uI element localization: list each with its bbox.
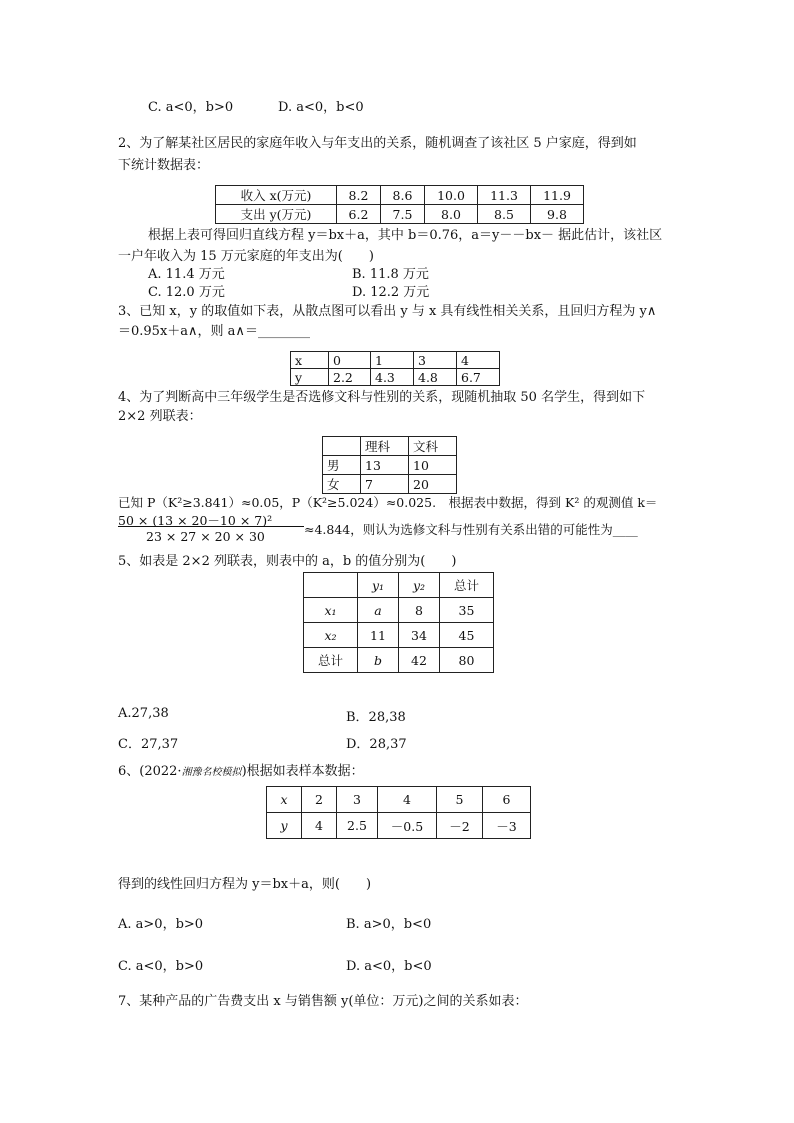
q6-table bbox=[266, 786, 531, 839]
table-cell: －0.5 bbox=[378, 813, 437, 839]
q3-stem-line2: ＝0.95x＋a∧，则 a∧＝________ bbox=[118, 324, 310, 339]
q2-option-d: D. 12.2 万元 bbox=[352, 285, 430, 300]
q2-option-a: A. 11.4 万元 bbox=[148, 267, 225, 282]
q6-option-b: B. a>0，b<0 bbox=[346, 917, 432, 932]
table-row bbox=[323, 475, 457, 494]
table-row bbox=[323, 437, 457, 456]
table-cell: 20 bbox=[409, 475, 457, 494]
table-cell: 理科 bbox=[361, 437, 409, 456]
table-cell: 8.2 bbox=[337, 186, 381, 205]
q2-stem-line2: 下统计数据表： bbox=[118, 158, 210, 173]
table-cell: 8.5 bbox=[478, 205, 531, 224]
table-row bbox=[267, 787, 531, 813]
q4-stem-line3: 已知 P（K²≥3.841）≈0.05，P（K²≥5.024）≈0.025. 根据表中数据，得到 K² 的观测值 k＝ bbox=[118, 495, 658, 510]
table-cell: y bbox=[291, 369, 329, 386]
table-cell bbox=[304, 573, 358, 598]
table-cell: 6 bbox=[483, 787, 531, 813]
table-cell: y bbox=[267, 813, 302, 839]
table-cell: 1 bbox=[371, 352, 414, 369]
table-cell: x₂ bbox=[304, 623, 358, 648]
table-cell: 5 bbox=[437, 787, 483, 813]
table-cell: 8.6 bbox=[381, 186, 425, 205]
q3-table bbox=[290, 351, 500, 386]
table-cell: 2 bbox=[302, 787, 337, 813]
table-cell: y₂ bbox=[399, 573, 440, 598]
q2-stem-line4: 一户年收入为 15 万元家庭的年支出为( ) bbox=[118, 249, 374, 264]
q6-option-d: D. a<0，b<0 bbox=[346, 959, 432, 974]
q2-stem-line3: 根据上表可得回归直线方程 y＝bx＋a，其中 b＝0.76，a＝y－－bx－ 据此估计，该社区 bbox=[148, 228, 663, 243]
table-cell: 80 bbox=[440, 648, 494, 673]
table-row bbox=[323, 456, 457, 475]
table-cell: 收入 x(万元) bbox=[216, 186, 337, 205]
table-cell: 2.2 bbox=[329, 369, 371, 386]
table-cell: 13 bbox=[361, 456, 409, 475]
table-cell: 9.8 bbox=[531, 205, 584, 224]
q2-option-c: C. 12.0 万元 bbox=[148, 285, 225, 300]
q6-stem bbox=[118, 760, 364, 779]
q4-fraction-numerator: 50 × (13 × 20－10 × 7)² bbox=[118, 513, 273, 528]
q7-stem: 7、某种产品的广告费支出 x 与销售额 y(单位：万元)之间的关系如表： bbox=[118, 994, 528, 1009]
table-cell: 6.7 bbox=[457, 369, 500, 386]
q6-source: 湘豫名校模拟 bbox=[181, 767, 242, 778]
table-cell: 7.5 bbox=[381, 205, 425, 224]
table-cell: 42 bbox=[399, 648, 440, 673]
table-cell: 4 bbox=[457, 352, 500, 369]
table-row bbox=[304, 598, 494, 623]
table-cell: 6.2 bbox=[337, 205, 381, 224]
table-cell: 11.3 bbox=[478, 186, 531, 205]
q5-option-b: B．28,38 bbox=[346, 710, 406, 725]
table-cell: 男 bbox=[323, 456, 361, 475]
table-cell: 7 bbox=[361, 475, 409, 494]
q6-option-a: A. a>0，b>0 bbox=[118, 917, 204, 932]
q2-stem-line1: 2、为了解某社区居民的家庭年收入与年支出的关系，随机调查了该社区 5 户家庭，得到如 bbox=[118, 136, 637, 151]
table-cell: 0 bbox=[329, 352, 371, 369]
table-cell: 文科 bbox=[409, 437, 457, 456]
table-row bbox=[267, 813, 531, 839]
q6-prefix: 6、(2022· bbox=[118, 764, 182, 779]
table-cell: 3 bbox=[337, 787, 378, 813]
table-cell: 35 bbox=[440, 598, 494, 623]
q6-stem-line2: 得到的线性回归方程为 y＝bx＋a，则( ) bbox=[118, 877, 372, 892]
table-row bbox=[216, 186, 584, 205]
q5-option-a: A.27,38 bbox=[118, 706, 169, 721]
table-cell: 3 bbox=[414, 352, 457, 369]
table-cell: 4 bbox=[302, 813, 337, 839]
table-cell: 45 bbox=[440, 623, 494, 648]
table-cell: x₁ bbox=[304, 598, 358, 623]
table-cell: 8 bbox=[399, 598, 440, 623]
table-cell: x bbox=[291, 352, 329, 369]
table-cell: 总计 bbox=[440, 573, 494, 598]
table-cell: 11.9 bbox=[531, 186, 584, 205]
table-cell: 4 bbox=[378, 787, 437, 813]
table-cell: 4.3 bbox=[371, 369, 414, 386]
table-cell: x bbox=[267, 787, 302, 813]
q1-option-d: D. a<0，b<0 bbox=[278, 100, 364, 115]
table-cell: －2 bbox=[437, 813, 483, 839]
q4-stem-line2: 2×2 列联表： bbox=[118, 409, 202, 424]
table-row bbox=[304, 623, 494, 648]
table-cell: b bbox=[358, 648, 399, 673]
q5-stem: 5、如表是 2×2 列联表，则表中的 a，b 的值分别为( ) bbox=[118, 554, 457, 569]
table-row bbox=[304, 573, 494, 598]
q5-option-c: C．27,37 bbox=[118, 737, 179, 752]
table-cell: 总计 bbox=[304, 648, 358, 673]
q6-suffix: )根据如表样本数据： bbox=[241, 764, 364, 779]
q6-option-c: C. a<0，b>0 bbox=[118, 959, 204, 974]
table-row bbox=[216, 205, 584, 224]
q4-stem-tail: ≈4.844，则认为选修文科与性别有关系出错的可能性为____ bbox=[304, 522, 638, 537]
q2-option-b: B. 11.8 万元 bbox=[352, 267, 429, 282]
table-cell: 34 bbox=[399, 623, 440, 648]
table-cell: 4.8 bbox=[414, 369, 457, 386]
q4-fraction-denominator: 23 × 27 × 20 × 30 bbox=[146, 529, 265, 544]
table-row bbox=[304, 648, 494, 673]
table-cell: 2.5 bbox=[337, 813, 378, 839]
table-cell: 10.0 bbox=[425, 186, 478, 205]
table-row bbox=[291, 369, 500, 386]
q1-option-c: C. a<0，b>0 bbox=[148, 100, 234, 115]
table-cell: a bbox=[358, 598, 399, 623]
table-cell: y₁ bbox=[358, 573, 399, 598]
table-cell: 11 bbox=[358, 623, 399, 648]
fraction-bar bbox=[118, 526, 304, 527]
table-cell: 8.0 bbox=[425, 205, 478, 224]
table-cell: 10 bbox=[409, 456, 457, 475]
q2-table bbox=[215, 185, 584, 224]
q3-stem-line1: 3、已知 x，y 的取值如下表，从散点图可以看出 y 与 x 具有线性相关关系，且回归方程为 y∧ bbox=[118, 304, 657, 319]
table-cell: 支出 y(万元) bbox=[216, 205, 337, 224]
table-cell bbox=[323, 437, 361, 456]
q5-table bbox=[303, 572, 494, 673]
table-row bbox=[291, 352, 500, 369]
q4-stem-line1: 4、为了判断高中三年级学生是否选修文科与性别的关系，现随机抽取 50 名学生，得到如下 bbox=[118, 390, 646, 405]
q4-table bbox=[322, 436, 457, 494]
q5-option-d: D．28,37 bbox=[346, 737, 407, 752]
table-cell: 女 bbox=[323, 475, 361, 494]
table-cell: －3 bbox=[483, 813, 531, 839]
